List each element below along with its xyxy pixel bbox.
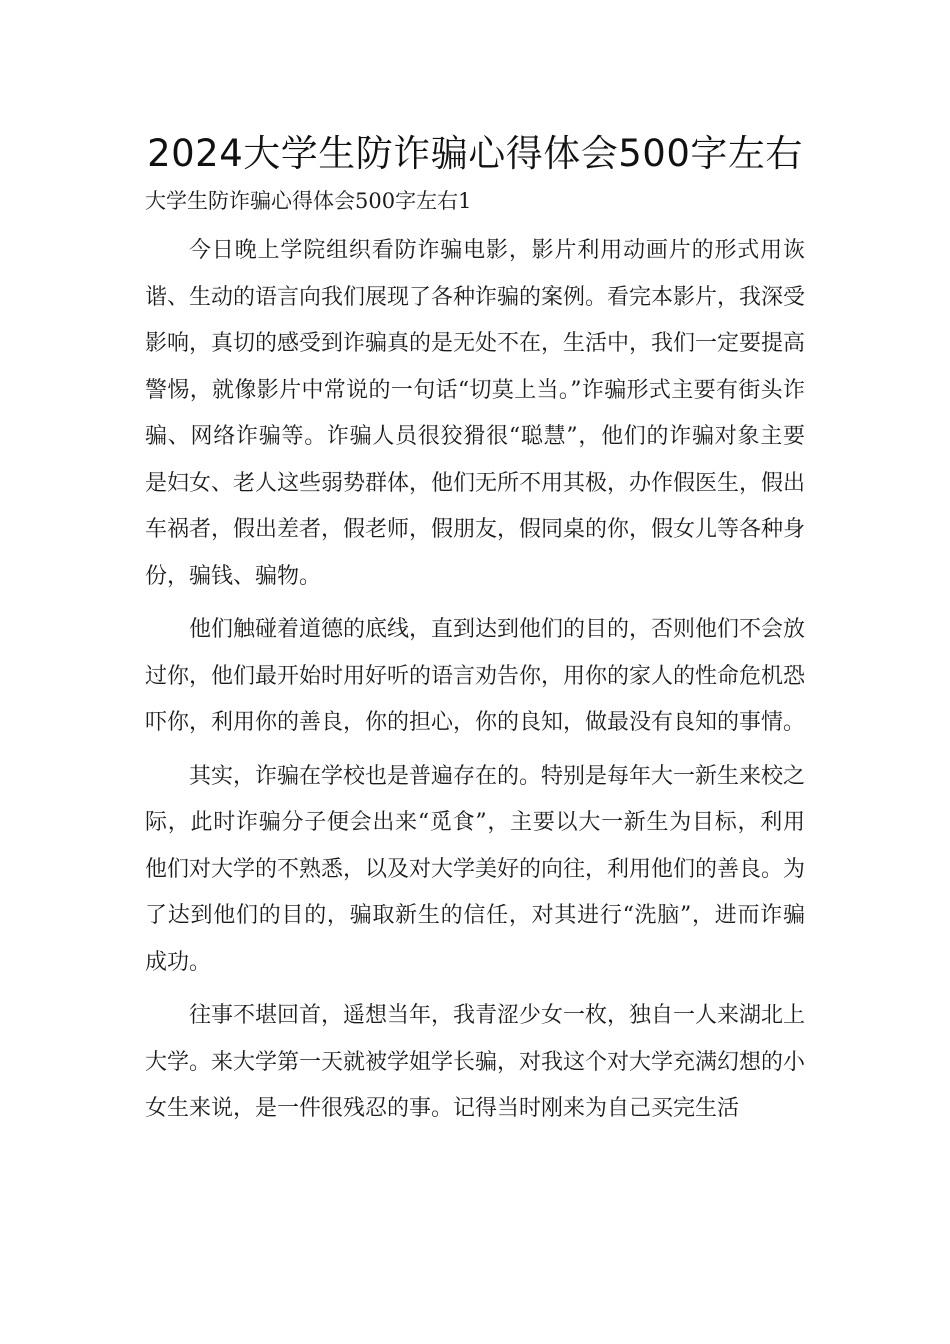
- document-title: 2024大学生防诈骗心得体会500字左右: [147, 132, 803, 175]
- document-subtitle: 大学生防诈骗心得体会500字左右1: [145, 189, 472, 213]
- paragraph-4: 往事不堪回首，遥想当年，我青涩少女一枚，独自一人来湖北上大学。来大学第一天就被学姐学长骗，对我这个对大学充满幻想的小女生来说，是一件很残忍的事。记得当时刚来为自己买完生活: [145, 1003, 806, 1121]
- document-body: [145, 228, 805, 1140]
- paragraph-2: 他们触碰着道德的底线，直到达到他们的目的，否则他们不会放过你，他们最开始时用好听的语言劝告你，用你的家人的性命危机恐吓你，利用你的善良，你的担心，你的良知，做最没有良知的事情。: [145, 617, 806, 735]
- paragraph-3: 其实，诈骗在学校也是普遍存在的。特别是每年大一新生来校之际，此时诈骗分子便会出来“觅食”，主要以大一新生为目标，利用他们对大学的不熟悉，以及对大学美好的向往，利用他们的善良。为了达到他们的目的，骗取新生的信任，对其进行“洗脑”，进而诈骗成功。: [145, 763, 806, 975]
- paragraph-1: 今日晚上学院组织看防诈骗电影，影片利用动画片的形式用诙谐、生动的语言向我们展现了各种诈骗的案例。看完本影片，我深受影响，真切的感受到诈骗真的是无处不在，生活中，我们一定要提高警惕，就像影片中常说的一句话“切莫上当。”诈骗形式主要有街头诈骗、网络诈骗等。诈骗人员很狡猾很“聪慧”，他们的诈骗对象主要是妇女、老人这些弱势群体，他们无所不用其极，办作假医生，假出车祸者，假出差者，假老师，假朋友，假同桌的你，假女儿等各种身份，骗钱、骗物。: [145, 238, 806, 589]
